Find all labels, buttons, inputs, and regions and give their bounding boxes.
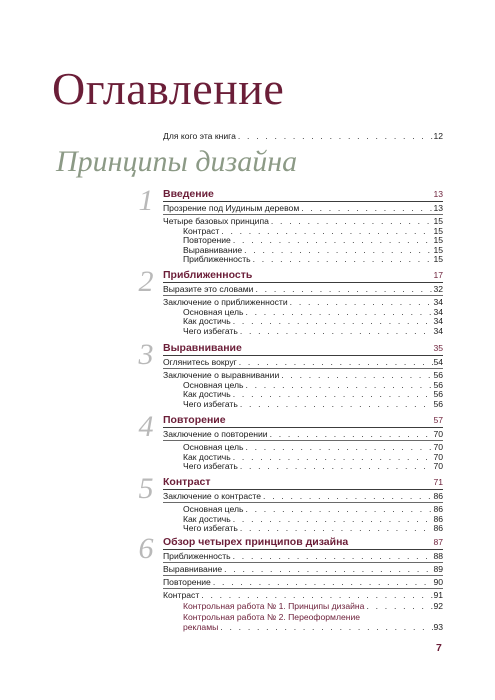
- toc-entry-page: 70: [433, 452, 443, 462]
- chapter-number: 4: [138, 410, 154, 443]
- toc-entry-page: 34: [433, 307, 443, 317]
- toc-entry-page: 15: [433, 255, 443, 265]
- chapter-page: 35: [433, 343, 443, 353]
- chapter-heading[interactable]: [163, 269, 443, 283]
- toc-entry-text: Как достичь: [183, 317, 231, 327]
- toc-entry-text: Приближенность: [163, 552, 231, 561]
- toc-subentry[interactable]: [163, 602, 443, 612]
- toc-entry-text-continued: рекламы: [183, 623, 219, 633]
- toc-entry-text: Основная цель: [183, 307, 244, 317]
- toc-entry-text: Оглянитесь вокруг: [163, 358, 237, 367]
- dot-leader: [231, 515, 434, 525]
- toc-subentry[interactable]: [163, 515, 443, 525]
- chapter-title: Повторение: [163, 414, 226, 426]
- dot-leader: [237, 358, 434, 368]
- toc-subentry[interactable]: [163, 255, 443, 265]
- toc-entry-page: 86: [433, 524, 443, 534]
- toc-entry-page: 70: [433, 462, 443, 472]
- toc-entry-text: Основная цель: [183, 380, 244, 390]
- toc-entry-text: Прозрение под Иудиным деревом: [163, 204, 300, 213]
- dot-leader: [231, 453, 434, 463]
- toc-entry-text: Заключение о повторении: [163, 430, 268, 439]
- dot-leader: [218, 623, 433, 633]
- dot-leader: [236, 130, 434, 142]
- toc-entry-page: 56: [433, 399, 443, 409]
- dot-leader: [211, 578, 434, 588]
- dot-leader: [238, 400, 434, 410]
- toc-subentry[interactable]: [163, 308, 443, 318]
- dot-leader: [243, 381, 433, 391]
- chapter-page: 13: [433, 189, 443, 199]
- toc-subentry[interactable]: [163, 327, 443, 337]
- toc-entry[interactable]: [163, 578, 443, 589]
- toc-entry-text: Выразите это словами: [163, 285, 254, 294]
- toc-entry-page: 12: [433, 131, 443, 141]
- chapter-heading[interactable]: [163, 476, 443, 490]
- chapter-heading[interactable]: [163, 188, 443, 202]
- dot-leader: [243, 308, 433, 318]
- toc-entry[interactable]: [163, 552, 443, 563]
- toc-entry-text: Четыре базовых принципа: [163, 217, 269, 227]
- toc-entry-text: Контрольная работа № 2. Переоформление: [183, 612, 361, 623]
- dot-leader: [231, 317, 434, 327]
- dot-leader: [238, 327, 434, 337]
- chapter-page: 57: [433, 415, 443, 425]
- toc-entry-text: Как достичь: [183, 514, 231, 524]
- dot-leader: [269, 217, 434, 227]
- toc-entry-page: 34: [433, 317, 443, 327]
- toc-entry-page: 13: [433, 204, 443, 213]
- toc-subentry[interactable]: [163, 453, 443, 463]
- dot-leader: [251, 255, 434, 265]
- chapter-heading[interactable]: [163, 414, 443, 428]
- toc-entry[interactable]: [163, 358, 443, 369]
- toc-entry-text: Как достичь: [183, 390, 231, 400]
- toc-entry[interactable]: [163, 204, 443, 215]
- dot-leader: [219, 227, 433, 237]
- toc-entry-text: Контрольная работа № 1. Принципы дизайна: [183, 601, 365, 611]
- dot-leader: [279, 371, 433, 381]
- toc-entry-text: Как достичь: [183, 452, 231, 462]
- dot-leader: [243, 443, 433, 453]
- chapter-title: Контраст: [163, 476, 211, 488]
- toc-entry-intro[interactable]: [163, 130, 443, 142]
- dot-leader: [222, 565, 433, 575]
- toc-entry-text: Повторение: [163, 578, 211, 588]
- dot-leader: [299, 204, 433, 214]
- toc-entry-page: 89: [433, 565, 443, 575]
- toc-entry-text: Приближенность: [183, 255, 251, 265]
- toc-entry-page: 90: [433, 578, 443, 588]
- toc-entry-page: 86: [433, 514, 443, 524]
- chapter-number: 3: [138, 338, 154, 371]
- toc-subentry[interactable]: [163, 462, 443, 472]
- toc-subentry[interactable]: [163, 236, 443, 246]
- dot-leader: [238, 462, 434, 472]
- toc-subentry[interactable]: [163, 613, 443, 632]
- dot-leader: [288, 298, 434, 308]
- toc-entry-page: 92: [433, 601, 443, 611]
- dot-leader: [268, 430, 434, 440]
- toc-entry-text: Чего избегать: [183, 462, 238, 472]
- toc-entry-page: 56: [433, 380, 443, 390]
- chapter-page: 17: [433, 270, 443, 280]
- dot-leader: [199, 591, 433, 601]
- toc-entry-text: Выравнивание: [183, 245, 243, 255]
- toc-entry-page: 86: [433, 505, 443, 515]
- toc-entry-page: 15: [433, 217, 443, 227]
- toc-entry-page: 15: [433, 226, 443, 236]
- toc-entry-text: Контраст: [183, 226, 220, 236]
- toc-entry[interactable]: [163, 371, 443, 381]
- chapter-page: 87: [433, 537, 443, 547]
- toc-entry[interactable]: [163, 492, 443, 503]
- dot-leader: [238, 524, 434, 534]
- toc-entry-page: 70: [433, 430, 443, 439]
- chapter-title: Введение: [163, 188, 214, 200]
- dot-leader: [231, 390, 434, 400]
- dot-leader: [242, 246, 433, 256]
- toc-entry-text: Основная цель: [183, 505, 244, 515]
- chapter-number: 2: [138, 265, 154, 298]
- toc-entry-page: 34: [433, 298, 443, 308]
- toc-entry[interactable]: [163, 430, 443, 441]
- part-title: Принципы дизайна: [56, 145, 298, 178]
- toc-subentry[interactable]: [163, 246, 443, 256]
- toc-entry[interactable]: [163, 285, 443, 296]
- toc-entry-text: Повторение: [183, 236, 231, 246]
- chapter-title: Обзор четырех принципов дизайна: [163, 536, 349, 548]
- toc-subentry[interactable]: [163, 381, 443, 391]
- dot-leader: [231, 236, 434, 246]
- toc-entry-page: 70: [433, 443, 443, 453]
- toc-entry-page: 54: [433, 358, 443, 367]
- toc-entry-text: Заключение о выравнивании: [163, 371, 280, 381]
- toc-entry-text: Контраст: [163, 591, 200, 601]
- toc-entry-page: 93: [433, 623, 443, 633]
- toc-entry[interactable]: [163, 217, 443, 227]
- toc-entry[interactable]: [163, 565, 443, 576]
- toc-entry-text: Чего избегать: [183, 524, 238, 534]
- chapter-heading[interactable]: [163, 536, 443, 550]
- dot-leader: [364, 602, 433, 612]
- toc-entry[interactable]: [163, 298, 443, 308]
- dot-leader: [253, 285, 433, 295]
- chapter-heading[interactable]: [163, 342, 443, 356]
- chapter-title: Выравнивание: [163, 342, 242, 354]
- toc-entry-page: 15: [433, 236, 443, 246]
- toc-entry[interactable]: [163, 591, 443, 601]
- toc-subentry[interactable]: [163, 400, 443, 410]
- chapter-number: 6: [138, 532, 154, 565]
- toc-subentry[interactable]: [163, 443, 443, 453]
- toc-entry-text: Заключение о приближенности: [163, 298, 288, 308]
- dot-leader: [231, 552, 434, 562]
- toc-entry-text: Основная цель: [183, 443, 244, 453]
- page-title: Оглавление: [52, 63, 285, 114]
- toc-subentry[interactable]: [163, 524, 443, 534]
- dot-leader: [261, 492, 433, 502]
- toc-entry-text: Для кого эта книга: [163, 131, 236, 141]
- toc-entry-text: Чего избегать: [183, 326, 238, 336]
- toc-entry-page: 56: [433, 390, 443, 400]
- toc-entry-page: 34: [433, 326, 443, 336]
- toc-entry-text: Заключение о контрасте: [163, 492, 262, 501]
- dot-leader: [243, 505, 433, 515]
- toc-entry-page: 86: [433, 492, 443, 501]
- toc-subentry[interactable]: [163, 317, 443, 327]
- page-number: 7: [436, 642, 442, 654]
- chapter-page: 71: [433, 477, 443, 487]
- toc-subentry[interactable]: [163, 390, 443, 400]
- toc-entry-page: 88: [433, 552, 443, 561]
- toc-entry-page: 56: [433, 371, 443, 381]
- toc-entry-page: 15: [433, 245, 443, 255]
- chapter-number: 5: [138, 472, 154, 505]
- toc-subentry[interactable]: [163, 227, 443, 237]
- toc-entry-page: 91: [433, 591, 443, 601]
- toc-entry-text: Выравнивание: [163, 565, 223, 575]
- toc-entry-page: 32: [433, 285, 443, 294]
- chapter-title: Приближенность: [163, 269, 253, 281]
- chapter-number: 1: [138, 184, 154, 217]
- toc-subentry[interactable]: [163, 505, 443, 515]
- toc-entry-text: Чего избегать: [183, 399, 238, 409]
